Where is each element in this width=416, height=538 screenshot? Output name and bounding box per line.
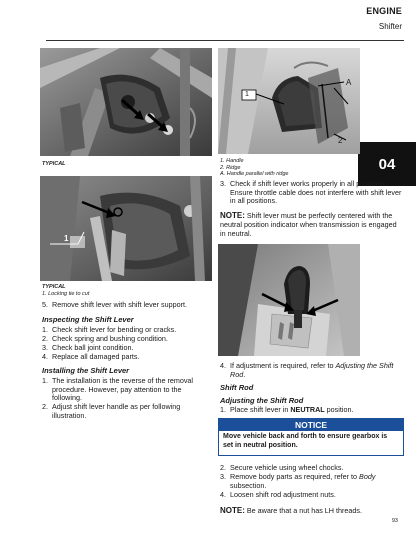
step-text: Loosen shift rod adjustment nuts.: [230, 490, 336, 499]
step-text: Replace all damaged parts.: [52, 352, 140, 361]
installing-heading: Installing the Shift Lever: [42, 366, 130, 375]
notice-text: Move vehicle back and forth to ensure gearbox is set in neutral position.: [223, 433, 388, 449]
section-title: ENGINE: [366, 6, 402, 16]
step-number: 4.: [220, 361, 226, 370]
notice-box: [218, 418, 404, 456]
adjusting-shift-rod-heading: Adjusting the Shift Rod: [220, 396, 304, 405]
step-text: Secure vehicle using wheel chocks.: [230, 463, 344, 472]
shift-lever-neutral-photo: [218, 244, 360, 356]
step-number: 5.: [42, 300, 48, 309]
callout-1: 1: [245, 91, 249, 98]
figure-1-caption: [42, 161, 66, 168]
legend-item: A. Handle parallel with ridge: [220, 171, 289, 177]
adjust-rod-step-3: [220, 473, 404, 490]
step-text: Place shift lever in: [230, 405, 291, 414]
step-text: Remove shift lever with shift lever support.: [52, 300, 188, 309]
section-subtitle: Shifter: [378, 22, 402, 31]
body-subsection-link[interactable]: Body: [359, 472, 376, 481]
neutral-emphasis: NEUTRAL: [290, 405, 325, 414]
step-number: 1.: [220, 405, 226, 414]
install-step-2: [42, 403, 212, 420]
step-number: 3.: [220, 179, 226, 188]
adjust-step-4: [220, 362, 404, 379]
step-number: 3.: [42, 343, 48, 352]
chapter-tab: 04: [358, 142, 416, 186]
step-number: 4.: [220, 490, 226, 499]
note-label: NOTE:: [220, 211, 245, 220]
legend-item: 2. Ridge: [220, 164, 241, 171]
note-text: Shift lever must be perfectly centered with the neutral position indicator when transmission is engaged in neutral.: [220, 211, 397, 238]
caption-title: TYPICAL: [42, 284, 66, 290]
callout-a: A: [346, 78, 352, 87]
step-text-end: position.: [324, 405, 354, 414]
shift-rod-heading: Shift Rod: [220, 383, 254, 392]
caption-title: TYPICAL: [42, 161, 66, 167]
shift-lever-photo-2: [40, 176, 212, 281]
adjust-rod-step-1: [220, 406, 404, 415]
header-divider: [46, 40, 404, 41]
inspect-step-4: [42, 353, 212, 362]
page-number: 93: [391, 518, 398, 524]
removal-step-5: [42, 301, 212, 310]
note-lh-threads: [220, 506, 404, 515]
step-number: 4.: [42, 352, 48, 361]
callout-2: 2: [338, 136, 343, 145]
caption-note: 1. Locking tie to cut: [42, 290, 90, 297]
step-text: Adjust shift lever handle as per following illustration.: [52, 402, 181, 420]
handle-ridge-photo: [218, 48, 360, 154]
step-text: Check if shift lever works properly in all positions. Ensure throttle cable does not interfere with shift lever in all positions.: [230, 179, 402, 206]
check-step-3: [220, 180, 404, 206]
note-label: NOTE:: [220, 506, 245, 515]
callout-1: 1: [64, 234, 69, 243]
install-step-1: [42, 377, 212, 403]
step-text: Check spring and bushing condition.: [52, 334, 168, 343]
step-text: The installation is the reverse of the removal procedure. However, pay attention to the following.: [52, 376, 194, 403]
inspecting-heading: Inspecting the Shift Lever: [42, 315, 134, 324]
step-text: Check ball joint condition.: [52, 343, 134, 352]
step-number: 2.: [220, 463, 226, 472]
step-text: If adjustment is required, refer to: [230, 361, 336, 370]
figure-3-legend: [220, 158, 288, 178]
adjusting-shift-rod-link[interactable]: Adjusting the Shift Rod: [230, 361, 394, 379]
step-number: 3.: [220, 472, 226, 481]
adjust-rod-step-4: [220, 491, 404, 500]
figure-2-caption: [42, 284, 89, 297]
legend-item: 1. Handle: [220, 158, 244, 164]
step-number: 1.: [42, 325, 48, 334]
step-text-end: .: [243, 369, 246, 379]
shift-lever-photo-1: [40, 48, 212, 156]
step-text: Check shift lever for bending or cracks.: [52, 325, 177, 334]
note-neutral: [220, 211, 404, 238]
note-text: Be aware that a nut has LH threads.: [246, 506, 362, 515]
notice-title: NOTICE: [219, 419, 403, 431]
step-text: Remove body parts as required, refer to: [230, 472, 360, 481]
step-number: 1.: [42, 376, 48, 385]
step-number: 2.: [42, 402, 48, 411]
step-number: 2.: [42, 334, 48, 343]
step-text-end: subsection.: [230, 480, 267, 490]
